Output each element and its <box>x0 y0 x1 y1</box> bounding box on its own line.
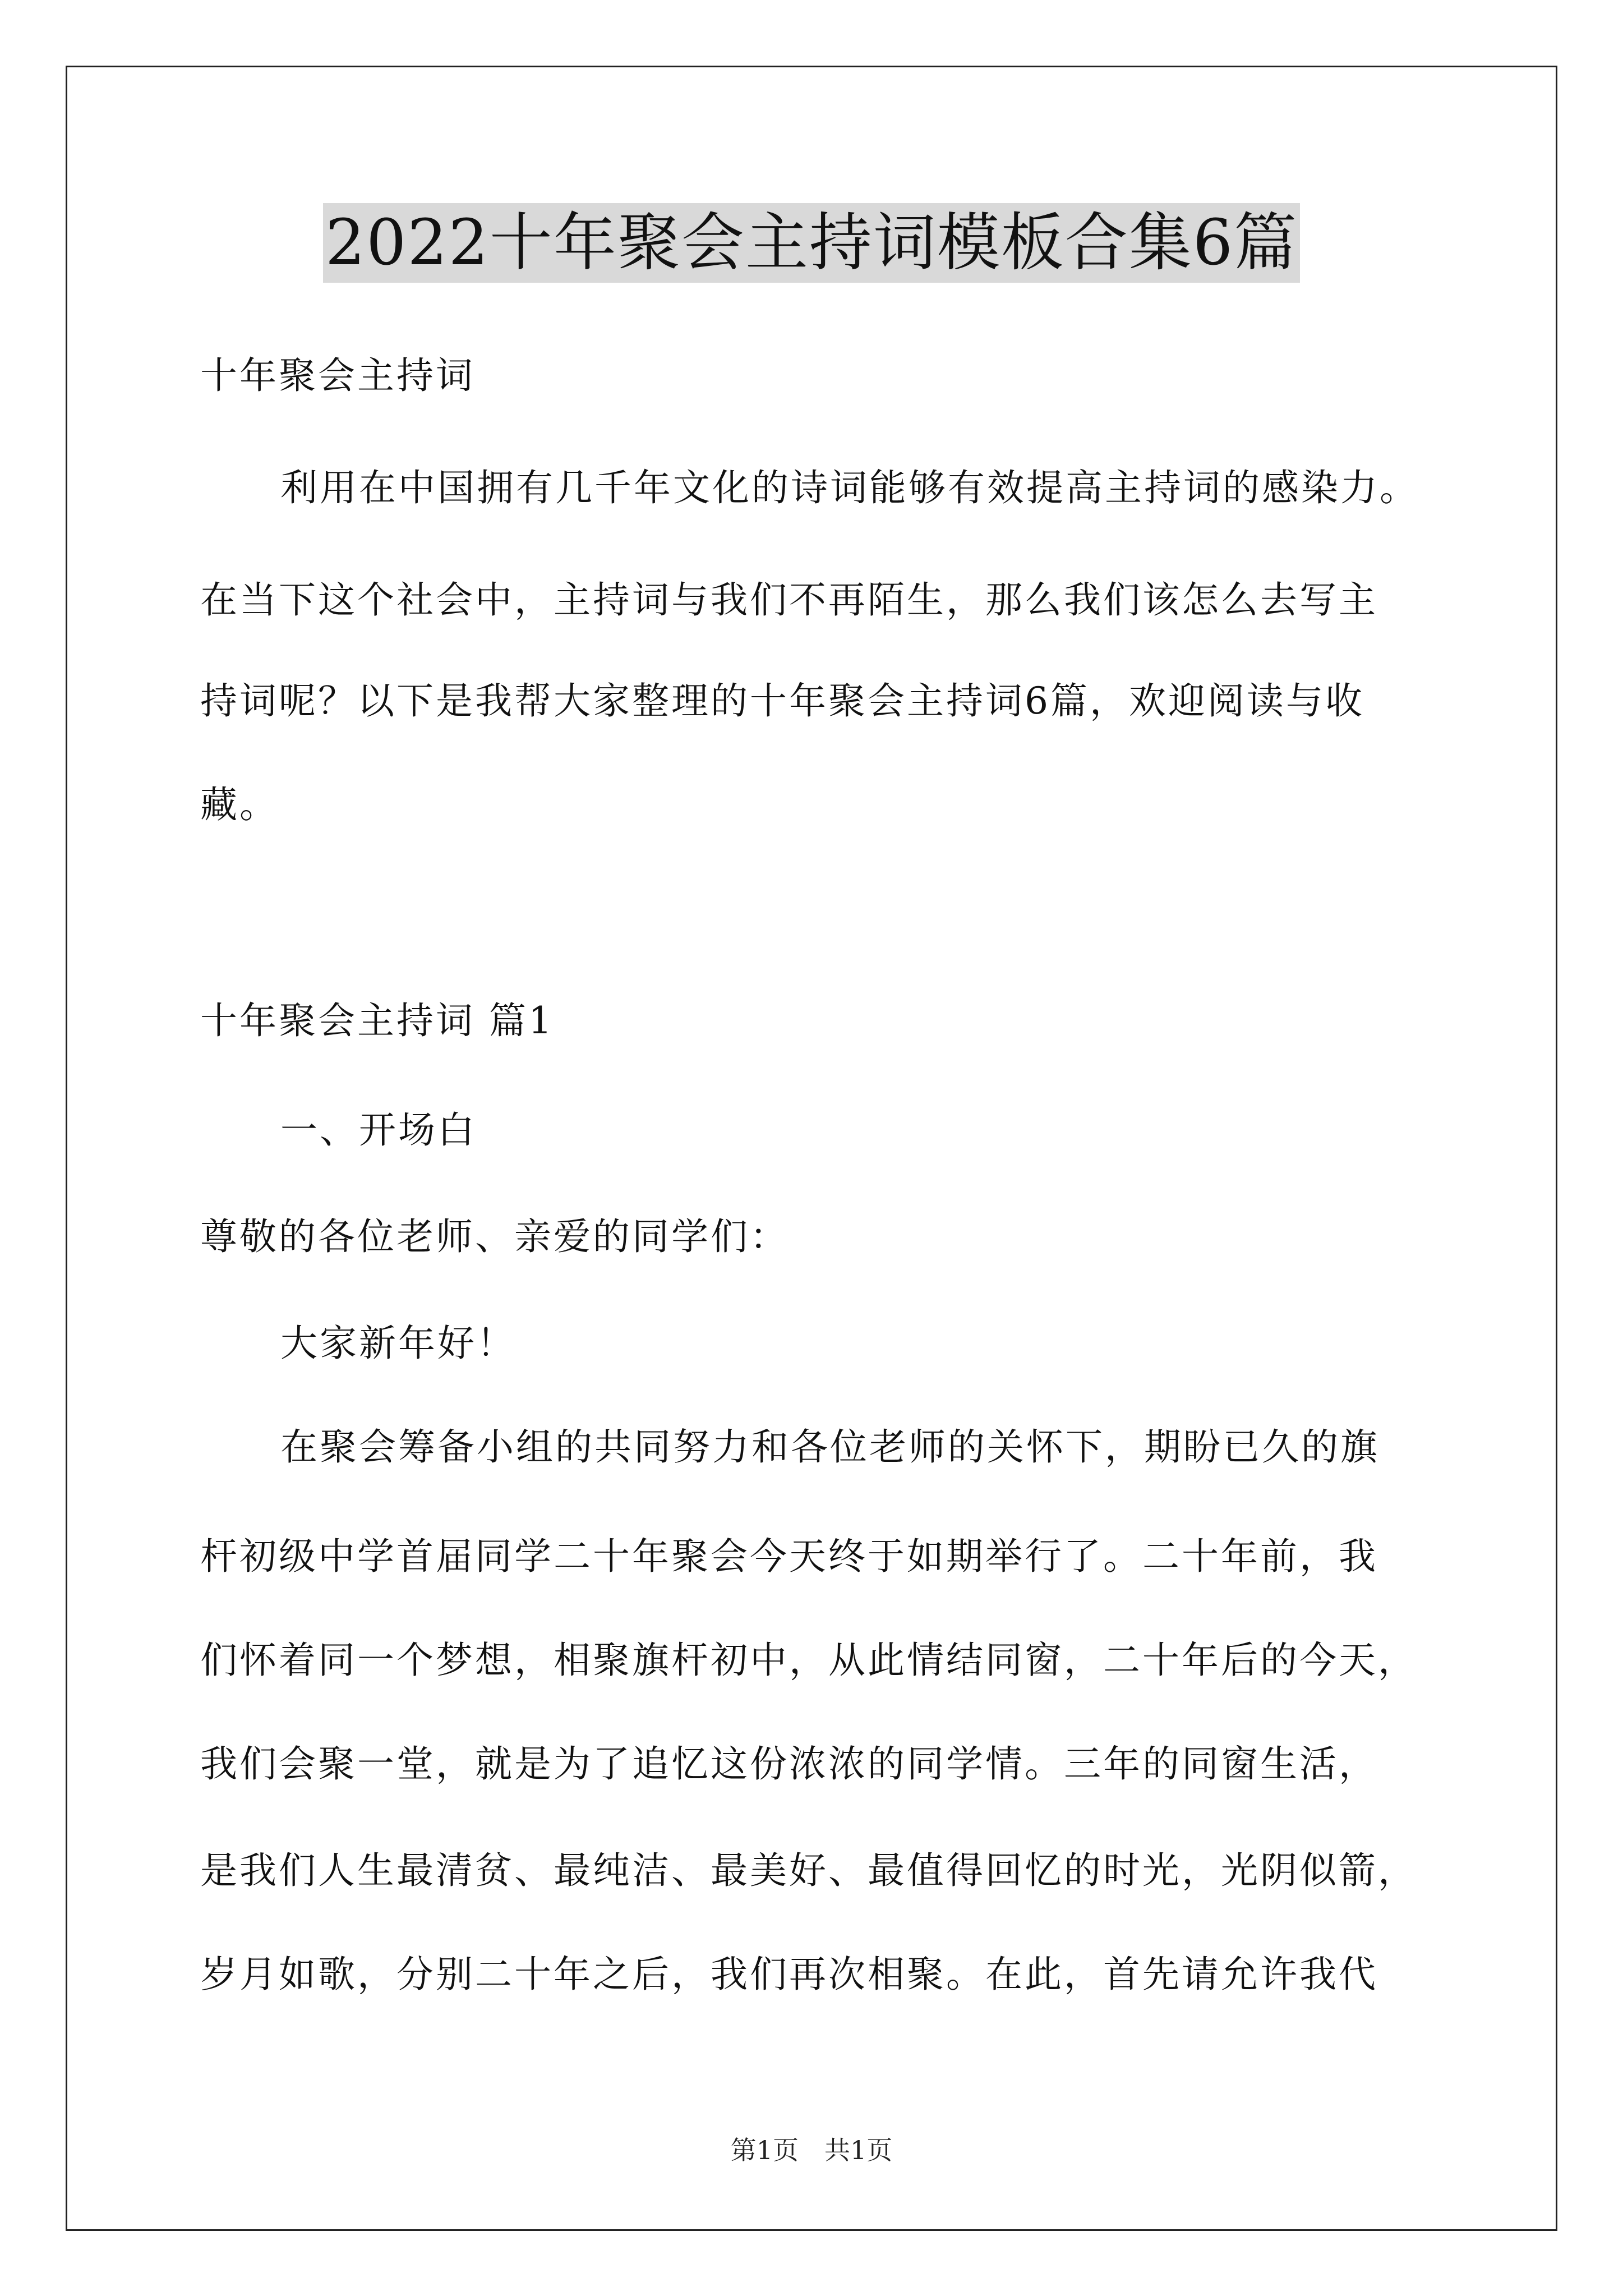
sub-heading: 一、开场白 <box>280 1108 477 1152</box>
paragraph-line: 岁月如歌，分别二十年之后，我们再次相聚。在此，首先请允许我代 <box>200 1953 1378 1996</box>
paragraph-line: 是我们人生最清贫、最纯洁、最美好、最值得回忆的时光，光阴似箭， <box>200 1849 1417 1892</box>
section-heading: 十年聚会主持词 篇1 <box>200 999 554 1042</box>
paragraph-line: 利用在中国拥有几千年文化的诗词能够有效提高主持词的感染力。 <box>280 466 1419 509</box>
section-heading: 十年聚会主持词 <box>200 354 475 397</box>
greeting-line: 大家新年好！ <box>280 1322 516 1365</box>
document-title: 2022十年聚会主持词模板合集6篇 <box>323 203 1300 283</box>
paragraph-line: 在当下这个社会中，主持词与我们不再陌生，那么我们该怎么去写主 <box>200 578 1378 622</box>
title-container <box>0 203 1623 283</box>
paragraph-line: 持词呢？以下是我帮大家整理的十年聚会主持词6篇，欢迎阅读与收 <box>200 679 1364 723</box>
paragraph-line: 藏。 <box>200 783 279 826</box>
paragraph-line: 杆初级中学首届同学二十年聚会今天终于如期举行了。二十年前，我 <box>200 1535 1378 1578</box>
paragraph-line: 们怀着同一个梦想，相聚旗杆初中，从此情结同窗，二十年后的今天， <box>200 1639 1417 1682</box>
paragraph-line: 我们会聚一堂，就是为了追忆这份浓浓的同学情。三年的同窗生活， <box>200 1742 1378 1786</box>
page-footer: 第1页 共1页 <box>730 2135 893 2165</box>
paragraph-line: 在聚会筹备小组的共同努力和各位老师的关怀下，期盼已久的旗 <box>280 1425 1380 1469</box>
salutation-line: 尊敬的各位老师、亲爱的同学们： <box>200 1215 789 1258</box>
